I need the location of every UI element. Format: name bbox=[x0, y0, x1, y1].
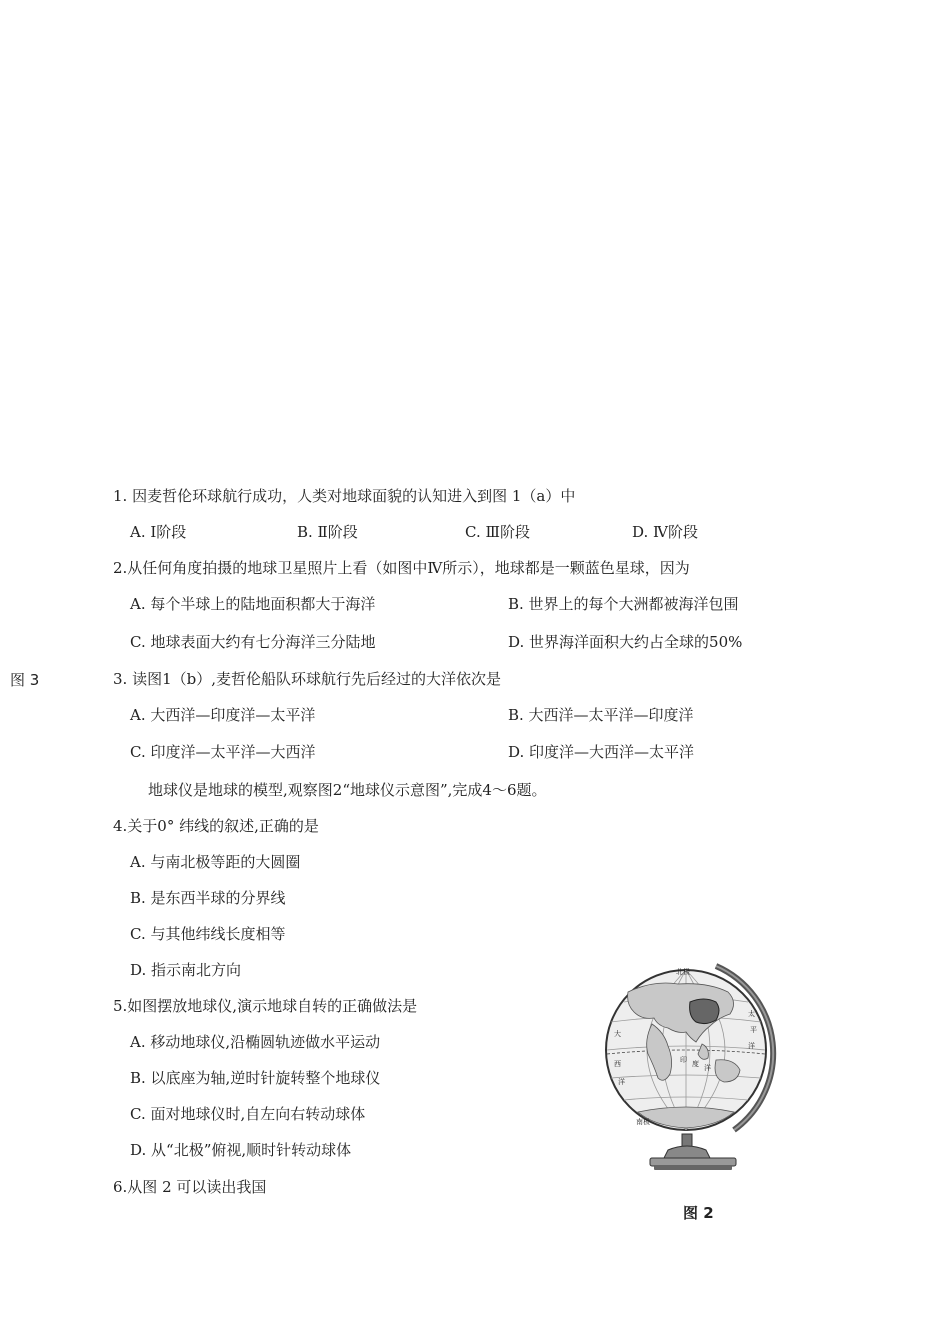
map-label-atlantic-1: 大 bbox=[614, 1030, 621, 1038]
q3-option-b[interactable]: B. 大西洋—太平洋—印度洋 bbox=[508, 706, 694, 724]
q4-option-d[interactable]: D. 指示南北方向 bbox=[130, 961, 242, 979]
q1-option-d[interactable]: D. Ⅳ阶段 bbox=[632, 523, 699, 541]
q3-stem: 3. 读图1（b）,麦哲伦船队环球航行先后经过的大洋依次是 bbox=[113, 670, 501, 688]
q4-option-b[interactable]: B. 是东西半球的分界线 bbox=[130, 889, 286, 907]
q1-stem: 1. 因麦哲伦环球航行成功，人类对地球面貌的认知进入到图 1（a）中 bbox=[113, 487, 576, 505]
map-label-indian-2: 度 bbox=[692, 1060, 699, 1068]
q1-option-b[interactable]: B. Ⅱ阶段 bbox=[297, 523, 358, 541]
q6-stem: 6.从图 2 可以读出我国 bbox=[113, 1178, 267, 1196]
map-label-pacific-3: 洋 bbox=[748, 1042, 755, 1050]
q5-stem: 5.如图摆放地球仪,演示地球自转的正确做法是 bbox=[113, 997, 418, 1015]
figure-2-caption: 图 2 bbox=[683, 1204, 714, 1222]
q3-option-d[interactable]: D. 印度洋—大西洋—太平洋 bbox=[508, 743, 695, 761]
q5-option-d[interactable]: D. 从“北极”俯视,顺时针转动球体 bbox=[130, 1141, 352, 1159]
q4-option-a[interactable]: A. 与南北极等距的大圆圈 bbox=[130, 853, 301, 871]
globe-figure bbox=[598, 962, 788, 1186]
q2-option-a[interactable]: A. 每个半球上的陆地面积都大于海洋 bbox=[130, 595, 376, 613]
q1-option-c[interactable]: C. Ⅲ阶段 bbox=[465, 523, 530, 541]
side-figure-label: 图 3 bbox=[10, 671, 40, 689]
q2-option-c[interactable]: C. 地球表面大约有七分海洋三分陆地 bbox=[130, 633, 376, 651]
map-label-pacific-1: 太 bbox=[748, 1010, 755, 1018]
map-label-atlantic-3: 洋 bbox=[618, 1078, 625, 1086]
map-label-pacific-2: 平 bbox=[750, 1026, 757, 1034]
q2-option-b[interactable]: B. 世界上的每个大洲都被海洋包围 bbox=[508, 595, 739, 613]
q5-option-a[interactable]: A. 移动地球仪,沿椭圆轨迹做水平运动 bbox=[130, 1033, 381, 1051]
map-label-indian-3: 洋 bbox=[704, 1064, 711, 1072]
q4-option-c[interactable]: C. 与其他纬线长度相等 bbox=[130, 925, 286, 943]
map-label-indian-1: 印 bbox=[680, 1056, 687, 1064]
map-label-south-pole: 南极 bbox=[636, 1118, 650, 1126]
q3-option-c[interactable]: C. 印度洋—太平洋—大西洋 bbox=[130, 743, 316, 761]
section-intro: 地球仪是地球的模型,观察图2“地球仪示意图”,完成4～6题。 bbox=[148, 781, 547, 799]
q5-option-b[interactable]: B. 以底座为轴,逆时针旋转整个地球仪 bbox=[130, 1069, 381, 1087]
map-label-atlantic-2: 西 bbox=[614, 1060, 621, 1068]
q4-stem: 4.关于0° 纬线的叙述,正确的是 bbox=[113, 817, 319, 835]
globe-icon bbox=[598, 962, 788, 1186]
q5-option-c[interactable]: C. 面对地球仪时,自左向右转动球体 bbox=[130, 1105, 366, 1123]
q3-option-a[interactable]: A. 大西洋—印度洋—太平洋 bbox=[130, 706, 316, 724]
q1-option-a[interactable]: A. Ⅰ阶段 bbox=[130, 523, 187, 541]
q2-stem: 2.从任何角度拍摄的地球卫星照片上看（如图中Ⅳ所示），地球都是一颗蓝色星球，因为 bbox=[113, 559, 690, 577]
q2-option-d[interactable]: D. 世界海洋面积大约占全球的50% bbox=[508, 633, 743, 651]
map-label-north-pole: 北极 bbox=[676, 968, 690, 976]
